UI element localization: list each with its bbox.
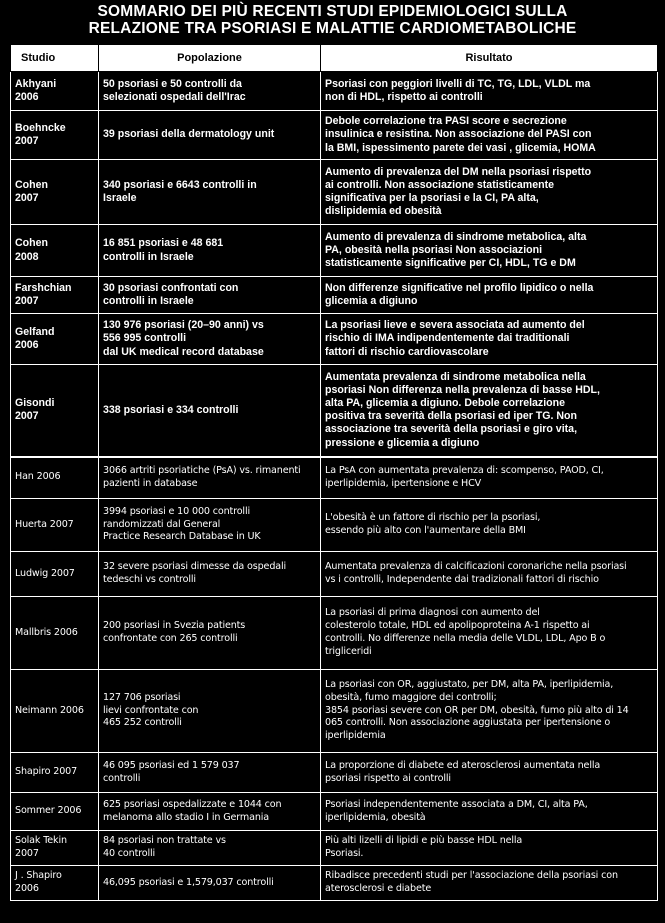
- cell-study: Cohen 2008: [11, 225, 99, 277]
- cell-study: Mallbris 2006: [11, 597, 99, 670]
- cell-population: 39 psoriasi della dermatology unit: [99, 111, 321, 160]
- cell-study: Gisondi 2007: [11, 365, 99, 457]
- table-row: [11, 72, 658, 111]
- table-row: [11, 831, 658, 866]
- table-row: [11, 277, 658, 314]
- table-row: [11, 499, 658, 552]
- title-line-1: SOMMARIO DEI PIÙ RECENTI STUDI EPIDEMIOLOGICI SULLA: [97, 3, 568, 20]
- cell-study: Cohen 2007: [11, 160, 99, 225]
- studies-table: [10, 44, 658, 901]
- cell-population: 84 psoriasi non trattate vs 40 controlli: [99, 831, 321, 866]
- cell-result: La psoriasi con OR, aggiustato, per DM, alta PA, iperlipidemia, obesità, fumo maggiore dei controlli; 3854 psoriasi severe con OR per DM, obesità, fumo più alto di 14 065 controlli. Non associazione aggiustata per ipertensione o iperlipidemia: [321, 670, 658, 753]
- cell-study: Huerta 2007: [11, 499, 99, 552]
- header-studio: Studio: [11, 45, 99, 72]
- table-row: [11, 597, 658, 670]
- cell-population: 46,095 psoriasi e 1,579,037 controlli: [99, 866, 321, 901]
- cell-result: La psoriasi lieve e severa associata ad aumento del rischio di IMA indipendentemente dai traditionali fattori di rischio cardiovascolare: [321, 314, 658, 365]
- cell-study: Ludwig 2007: [11, 552, 99, 597]
- cell-result: La proporzione di diabete ed aterosclerosi aumentata nella psoriasi rispetto ai controlli: [321, 753, 658, 793]
- cell-result: Più alti lizelli di lipidi e più basse HDL nella Psoriasi.: [321, 831, 658, 866]
- table-row: [11, 552, 658, 597]
- table-row: [11, 753, 658, 793]
- cell-population: 30 psoriasi confrontati con controlli in Israele: [99, 277, 321, 314]
- page-title: [0, 3, 665, 37]
- cell-population: 338 psoriasi e 334 controlli: [99, 365, 321, 457]
- cell-study: Boehncke 2007: [11, 111, 99, 160]
- cell-result: Non differenze significative nel profilo lipidico o nella glicemia a digiuno: [321, 277, 658, 314]
- table-row: [11, 866, 658, 901]
- cell-population: 200 psoriasi in Svezia patients confrontate con 265 controlli: [99, 597, 321, 670]
- cell-study: Han 2006: [11, 457, 99, 499]
- cell-study: Solak Tekin 2007: [11, 831, 99, 866]
- cell-study: Gelfand 2006: [11, 314, 99, 365]
- cell-population: 625 psoriasi ospedalizzate e 1044 con melanoma allo stadio I in Germania: [99, 793, 321, 831]
- table-body-lower: [11, 457, 658, 901]
- cell-result: Aumento di prevalenza di sindrome metabolica, alta PA, obesità nella psoriasi Non associazioni statisticamente significative per CI, HDL, TG e DM: [321, 225, 658, 277]
- table-body-upper: [11, 72, 658, 457]
- table-header-row: [11, 45, 658, 72]
- cell-result: Aumento di prevalenza del DM nella psoriasi rispetto ai controlli. Non associazione statisticamente significativa per la psoriasi e la CI, PA alta, dislipidemia ed obesità: [321, 160, 658, 225]
- cell-study: Neimann 2006: [11, 670, 99, 753]
- cell-result: Psoriasi independentemente associata a DM, CI, alta PA, iperlipidemia, obesità: [321, 793, 658, 831]
- table-row: [11, 225, 658, 277]
- table-row: [11, 160, 658, 225]
- cell-study: Farshchian 2007: [11, 277, 99, 314]
- table-row: [11, 314, 658, 365]
- cell-population: 50 psoriasi e 50 controlli da selezionati ospedali dell'Irac: [99, 72, 321, 111]
- cell-result: Aumentata prevalenza di sindrome metabolica nella psoriasi Non differenza nella prevalenza di basse HDL, alta PA, glicemia a digiuno. Debole correlazione positiva tra severità della psoriasi ed iper TG. Non associazione tra severità della psoriasi e giro vita, pressione e glicemia a digiuno: [321, 365, 658, 457]
- cell-result: La PsA con aumentata prevalenza di: scompenso, PAOD, CI, iperlipidemia, ipertensione e HCV: [321, 457, 658, 499]
- cell-population: 46 095 psoriasi ed 1 579 037 controlli: [99, 753, 321, 793]
- cell-study: Shapiro 2007: [11, 753, 99, 793]
- cell-study: Sommer 2006: [11, 793, 99, 831]
- header-popolazione: Popolazione: [99, 45, 321, 72]
- cell-result: Ribadisce precedenti studi per l'associazione della psoriasi con aterosclerosi e diabete: [321, 866, 658, 901]
- table-row: [11, 111, 658, 160]
- cell-population: 16 851 psoriasi e 48 681 controlli in Israele: [99, 225, 321, 277]
- table-row: [11, 670, 658, 753]
- title-line-2: RELAZIONE TRA PSORIASI E MALATTIE CARDIOMETABOLICHE: [88, 20, 577, 37]
- cell-result: L'obesità è un fattore di rischio per la psoriasi, essendo più alto con l'aumentare della BMI: [321, 499, 658, 552]
- table-row: [11, 793, 658, 831]
- cell-population: 340 psoriasi e 6643 controlli in Israele: [99, 160, 321, 225]
- table-row: [11, 457, 658, 499]
- cell-population: 32 severe psoriasi dimesse da ospedali tedeschi vs controlli: [99, 552, 321, 597]
- cell-population: 3066 artriti psoriatiche (PsA) vs. rimanenti pazienti in database: [99, 457, 321, 499]
- cell-population: 3994 psoriasi e 10 000 controlli randomizzati dal General Practice Research Database in UK: [99, 499, 321, 552]
- cell-population: 127 706 psoriasi lievi confrontate con 465 252 controlli: [99, 670, 321, 753]
- cell-result: Debole correlazione tra PASI score e secrezione insulinica e resistina. Non associazione del PASI con la BMI, ispessimento parete dei vasi , glicemia, HOMA: [321, 111, 658, 160]
- cell-study: J . Shapiro 2006: [11, 866, 99, 901]
- cell-result: Aumentata prevalenza di calcificazioni coronariche nella psoriasi vs i controlli, Independente dai tradizionali fattori di rischio: [321, 552, 658, 597]
- header-risultato: Risultato: [321, 45, 658, 72]
- cell-result: La psoriasi di prima diagnosi con aumento del colesterolo totale, HDL ed apolipoproteina A-1 rispetto ai controlli. No differenze nella media delle VLDL, LDL, Apo B o trigliceridi: [321, 597, 658, 670]
- table-row: [11, 365, 658, 457]
- cell-study: Akhyani 2006: [11, 72, 99, 111]
- studies-table-container: [10, 44, 657, 901]
- cell-result: Psoriasi con peggiori livelli di TC, TG, LDL, VLDL ma non di HDL, rispetto ai controlli: [321, 72, 658, 111]
- cell-population: 130 976 psoriasi (20–90 anni) vs 556 995 controlli dal UK medical record database: [99, 314, 321, 365]
